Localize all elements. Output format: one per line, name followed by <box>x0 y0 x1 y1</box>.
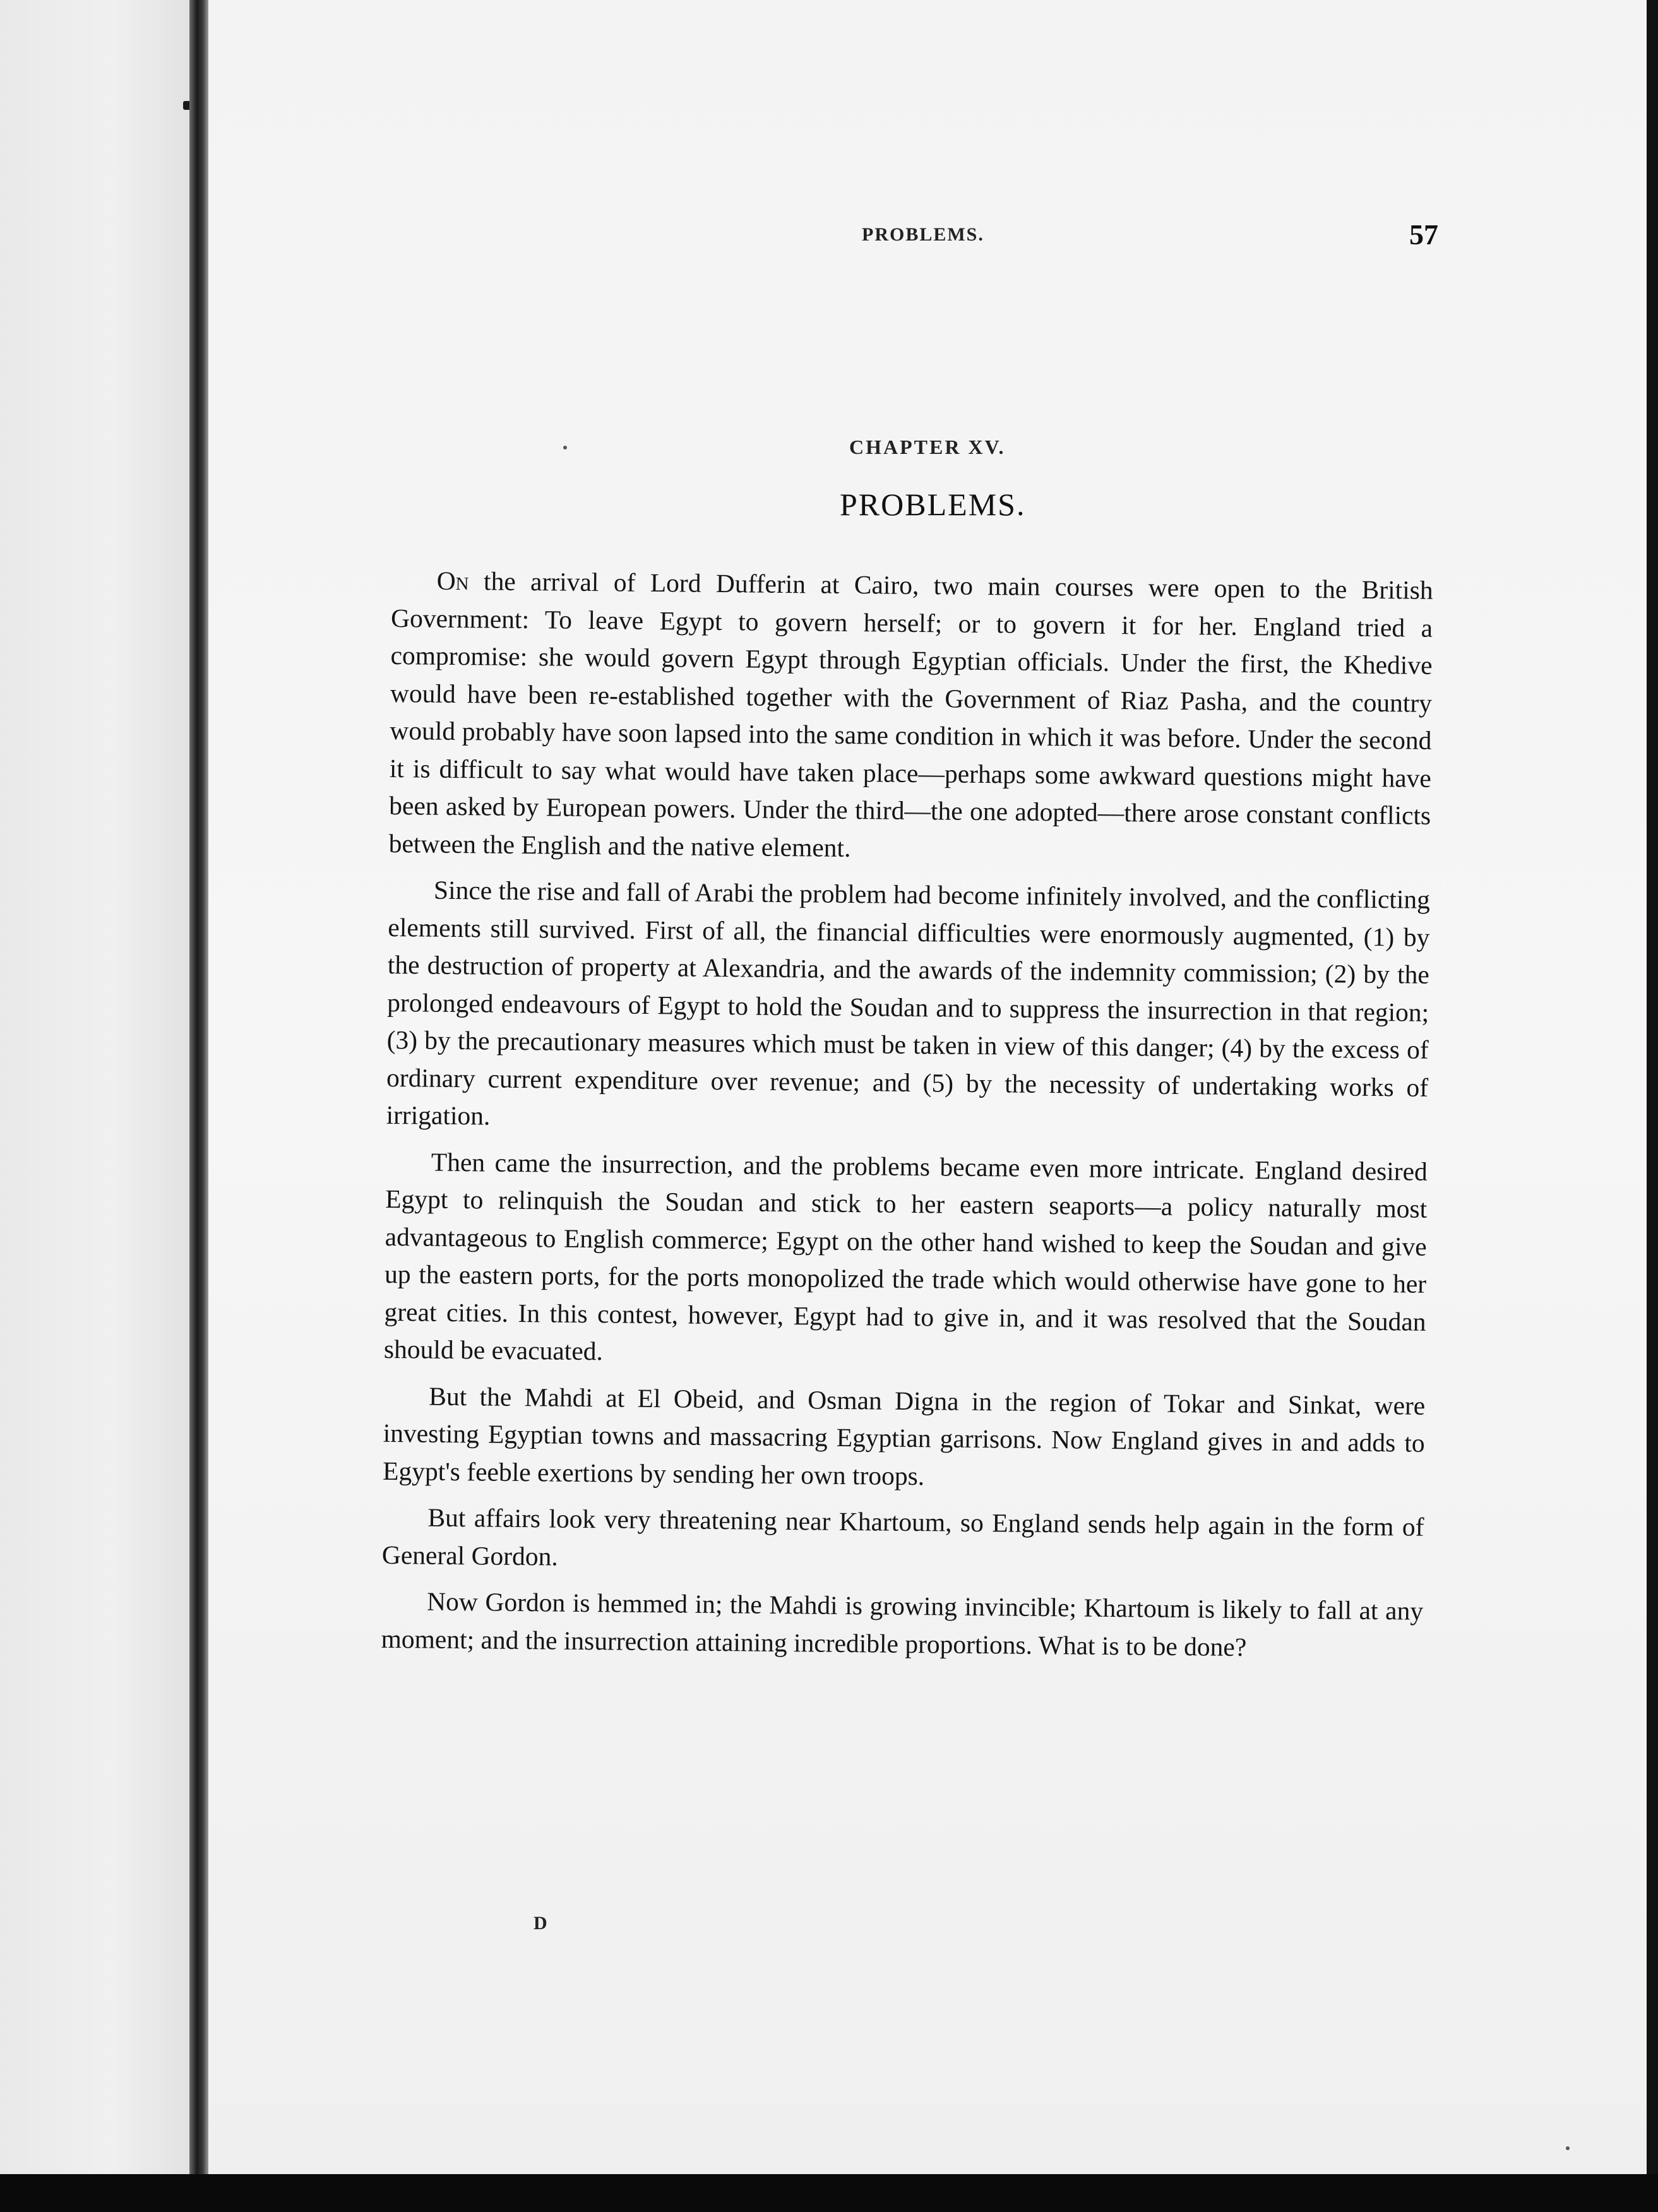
paragraph-text: the arrival of Lord Dufferin at Cairo, two main courses were open to the British Government: To leave Egypt to govern herself; or to govern it for her. England tried a compromise: she would govern Egypt through Egyptian officials. Under the first, the Khedive would have been re-established together with the Government of Riaz Pasha, and the country would probably have soon lapsed into the same condition in which it was before. Under the second it is difficult to say what would have taken place—perhaps some awkward questions might have been asked by European powers. Under the third—the one adopted—there arose constant conflicts between the English and the native element. <box>388 566 1433 862</box>
facing-page-blank <box>0 0 189 2178</box>
chapter-title: PROBLEMS. <box>840 487 1026 522</box>
paragraph: Now Gordon is hemmed in; the Mahdi is growing invincible; Khartoum is likely to fall at any moment; and the insurrection attaining incredible proportions. What is to be done? <box>381 1586 1424 1662</box>
chapter-label: CHAPTER XV. <box>849 436 1006 458</box>
page-number: 57 <box>1409 218 1438 251</box>
signature-mark: D <box>534 1913 547 1934</box>
running-head: PROBLEMS. <box>862 224 984 245</box>
paragraph: But affairs look very threatening near Khartoum, so England sends help again in the form of General Gordon. <box>381 1502 1424 1571</box>
scan-edge-right <box>1647 0 1658 2212</box>
print-speck <box>1566 2146 1570 2150</box>
paragraph: But the Mahdi at El Obeid, and Osman Digna in the region of Tokar and Sinkat, were investing Egyptian towns and massacring Egyptian garrisons. Now England gives in and adds to Egypt's feeble exertions by sending her own troops. <box>382 1381 1426 1490</box>
paragraph: Since the rise and fall of Arabi the problem had become infinitely involved, and the conflicting elements still survived. First of all, the financial difficulties were enormously augmented, (1) by the destruction of property at Alexandria, and the awards of the indemnity commission; (2) by the prolonged endeavours of Egypt to hold the Soudan and to suppress the insurrection in that region; (3) by the precautionary measures which must be taken in view of this danger; (4) by the excess of ordinary current expenditure over revenue; and (5) by the necessity of undertaking works of irrigation. <box>386 875 1431 1131</box>
paragraph <box>388 562 1433 872</box>
print-speck <box>563 446 567 449</box>
scan-edge-bottom <box>0 2174 1658 2212</box>
opening-word: On <box>436 566 469 596</box>
body-text <box>381 562 1433 1677</box>
paragraph: Then came the insurrection, and the problems became even more intricate. England desired Egypt to relinquish the Soudan and stick to her eastern seaports—a policy naturally most advantageous to English commerce; Egypt on the other hand wished to keep the Soudan and give up the eastern ports, for the ports monopolized the trade which would otherwise have gone to her great cities. In this contest, however, Egypt had to give in, and it was resolved that the Soudan should be evacuated. <box>383 1147 1428 1366</box>
book-gutter <box>189 0 208 2212</box>
